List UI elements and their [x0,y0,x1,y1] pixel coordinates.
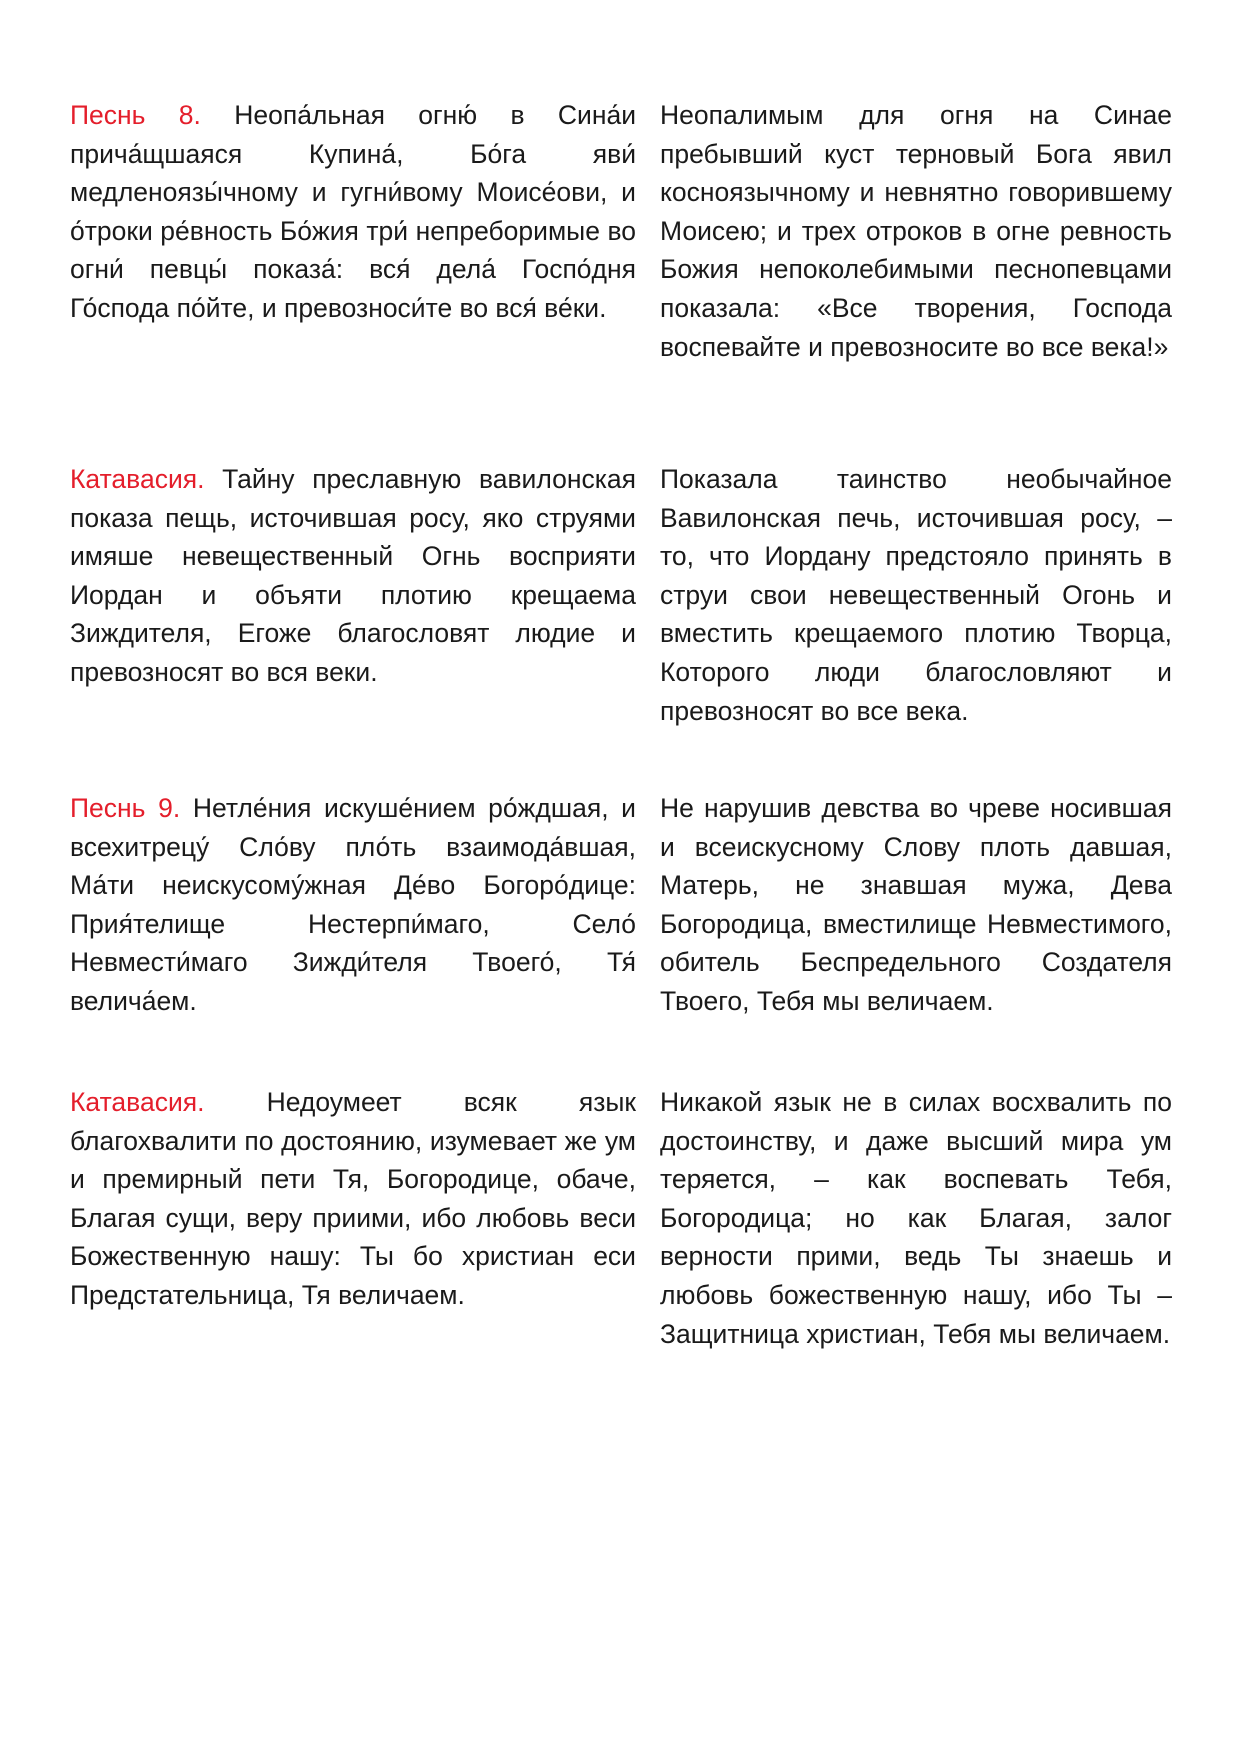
church-slavonic-text [70,460,636,789]
document-page [70,96,1172,1353]
church-slavonic-body: Нетле́ния искуше́нием ро́ждшая, и всехитрецу́ Сло́ву пло́ть взаимода́вшая, Ма́ти неискусому́жная Де́во Богоро́дице: Прия́телище Нестерпи́маго, Село́ Невмести́маго Зижди́теля Твоего́, Тя́ велича́ем. [70,793,636,1016]
church-slavonic-body: Неопа́льная огню́ в Сина́и прича́щшаяся Купина́, Бо́га яви́ медленоязы́чному и гугни́вому Моисе́ови, и о́троки ре́вность Бо́жия три́ непреборимые во огни́ певцы́ показа́: вся́ дела́ Госпо́дня Го́спода по́йте, и превозноси́те во вся́ ве́ки. [70,100,636,323]
church-slavonic-text [70,789,636,1083]
church-slavonic-text [70,96,636,460]
section-katavasia-8 [70,460,1172,789]
russian-translation: Не нарушив девства во чреве носившая и всеискусному Слову плоть давшая, Матерь, не знавшая мужа, Дева Богородица, вместилище Невместимого, обитель Беспредельного Создателя Твоего, Тебя мы величаем. [660,793,1172,1016]
russian-translation: Никакой язык не в силах восхвалить по достоинству, и даже высший мира ум теряется, – как воспевать Тебя, Богородица; но как Благая, залог верности прими, ведь Ты знаешь и любовь божественную нашу, ибо Ты – Защитница христиан, Тебя мы величаем. [660,1087,1172,1349]
russian-translation: Неопалимым для огня на Синае пребывший куст терновый Бога явил косноязычному и невнятно говорившему Моисею; и трех отроков в огне ревность Божия непоколебимыми песнопевцами показала: «Все творения, Господа воспевайте и превозносите во все века!» [660,100,1172,362]
section-katavasia-9 [70,1083,1172,1353]
section-heading: Катавасия. [70,464,205,494]
section-heading: Песнь 9. [70,793,181,823]
section-heading: Песнь 8. [70,100,201,130]
russian-translation: Показала таинство необычайное Вавилонская печь, источившая росу, – то, что Иордану предстояло принять в струи свои невещественный Огонь и вместить крещаемого плотию Творца, Которого люди благословляют и превозносят во все века. [660,464,1172,726]
church-slavonic-body: Тайну преславную вавилонская показа пещь, источившая росу, яко струями имяше невещественный Огнь восприяти Иордан и объяти плотию крещаема Зиждителя, Егоже благословят людие и превозносят во вся веки. [70,464,636,687]
section-song-9 [70,789,1172,1083]
church-slavonic-body: Недоумеет всяк язык благохвалити по достоянию, изумевает же ум и премирный пети Тя, Богородице, обаче, Благая сущи, веру приими, ибо любовь веси Божественную нашу: Ты бо христиан еси Предстательница, Тя величаем. [70,1087,636,1310]
section-heading: Катавасия. [70,1087,205,1117]
church-slavonic-text [70,1083,636,1353]
section-song-8 [70,96,1172,460]
